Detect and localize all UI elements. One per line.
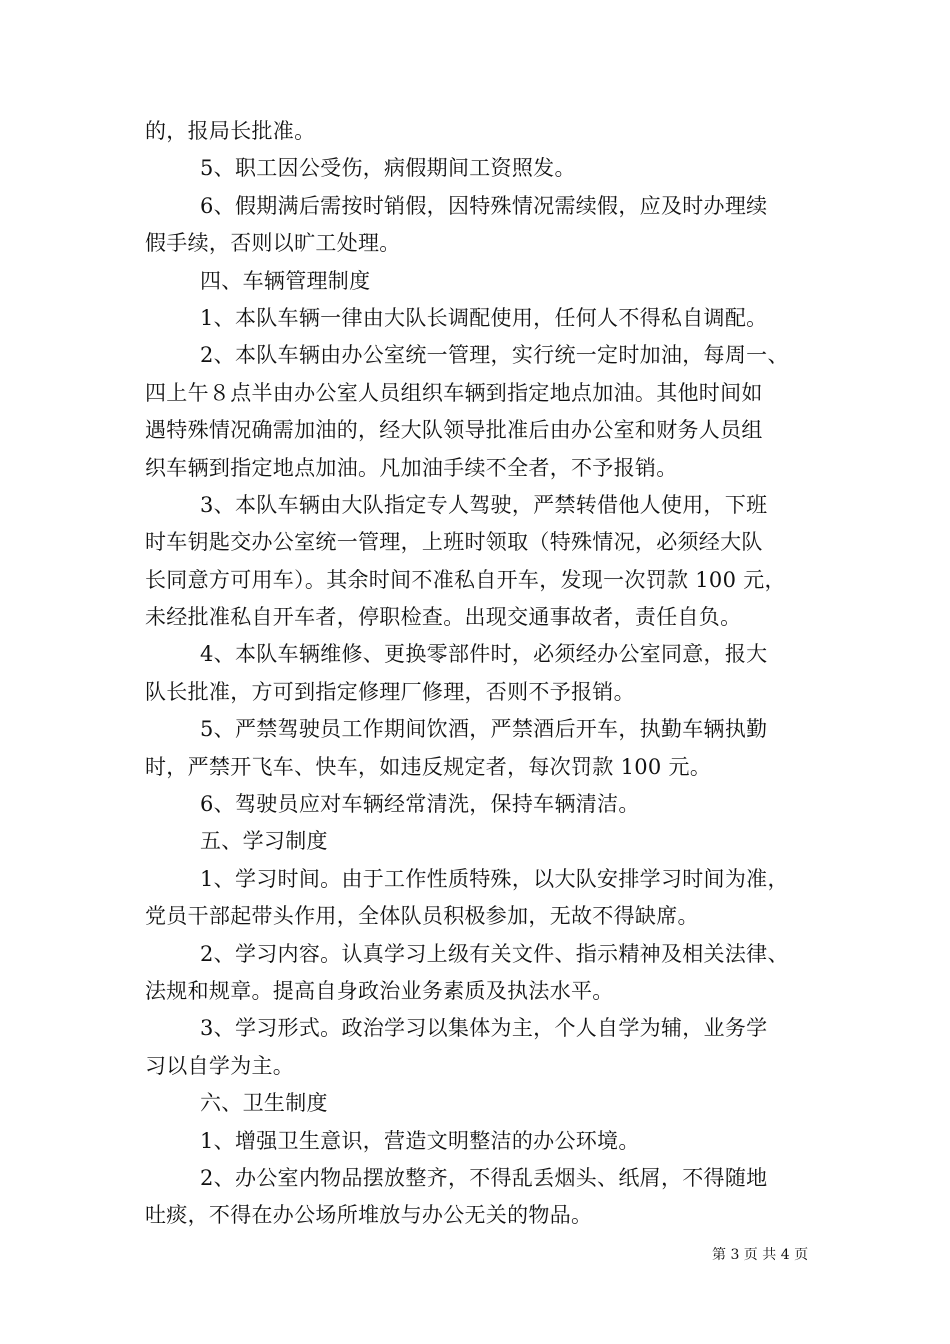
text-line: 2、学习内容。认真学习上级有关文件、指示精神及相关法律、 [200, 941, 789, 966]
text-line: 长同意方可用车）。其余时间不准私自开车，发现一次罚款 100 元， [145, 567, 786, 592]
text-line: 五、学习制度 [200, 829, 328, 854]
text-line: 4、本队车辆维修、更换零部件时，必须经办公室同意，报大 [200, 642, 768, 667]
text-line: 党员干部起带头作用，全体队员积极参加，无故不得缺席。 [145, 904, 699, 929]
text-line: 法规和规章。提高自身政治业务素质及执法水平。 [145, 978, 614, 1003]
text-line: 1、学习时间。由于工作性质特殊，以大队安排学习时间为准， [200, 866, 789, 891]
text-line: 1、本队车辆一律由大队长调配使用，任何人不得私自调配。 [200, 305, 768, 330]
text-line: 六、卫生制度 [200, 1091, 328, 1116]
text-line: 的，报局长批准。 [145, 119, 316, 143]
text-line: 时车钥匙交办公室统一管理，上班时领取（特殊情况，必须经大队 [145, 530, 763, 555]
text-line: 2、办公室内物品摆放整齐，不得乱丢烟头、纸屑，不得随地 [200, 1165, 768, 1190]
text-line: 吐痰，不得在办公场所堆放与办公无关的物品。 [145, 1203, 593, 1228]
text-line: 队长批准，方可到指定修理厂修理，否则不予报销。 [145, 679, 635, 704]
text-line: 时，严禁开飞车、快车，如违反规定者，每次罚款 100 元。 [145, 754, 712, 779]
text-line: 习以自学为主。 [145, 1053, 295, 1078]
text-line: 四、车辆管理制度 [200, 268, 371, 293]
page-footer: 第 3 页 共 4 页 [712, 1247, 809, 1263]
document-body [145, 113, 810, 1235]
text-line: 织车辆到指定地点加油。凡加油手续不全者，不予报销。 [145, 455, 678, 480]
text-line: 遇特殊情况确需加油的，经大队领导批准后由办公室和财务人员组 [145, 418, 763, 443]
text-line: 1、增强卫生意识，营造文明整洁的办公环境。 [200, 1128, 640, 1153]
text-line: 5、严禁驾驶员工作期间饮酒，严禁酒后开车，执勤车辆执勤 [200, 717, 768, 742]
text-line: 四上午８点半由办公室人员组织车辆到指定地点加油。其他时间如 [145, 380, 763, 405]
text-line: 6、假期满后需按时销假，因特殊情况需续假，应及时办理续 [200, 193, 768, 218]
text-line: 6、驾驶员应对车辆经常清洗，保持车辆清洁。 [200, 792, 640, 817]
text-line: 5、职工因公受伤，病假期间工资照发。 [200, 156, 576, 181]
text-line: 假手续，否则以旷工处理。 [145, 231, 401, 256]
text-line: 3、学习形式。政治学习以集体为主，个人自学为辅，业务学 [200, 1016, 768, 1041]
text-line: 未经批准私自开车者，停职检查。出现交通事故者，责任自负。 [145, 605, 742, 630]
text-line: 2、本队车辆由办公室统一管理，实行统一定时加油，每周一、 [200, 343, 789, 368]
text-line: 3、本队车辆由大队指定专人驾驶，严禁转借他人使用，下班 [200, 492, 768, 517]
